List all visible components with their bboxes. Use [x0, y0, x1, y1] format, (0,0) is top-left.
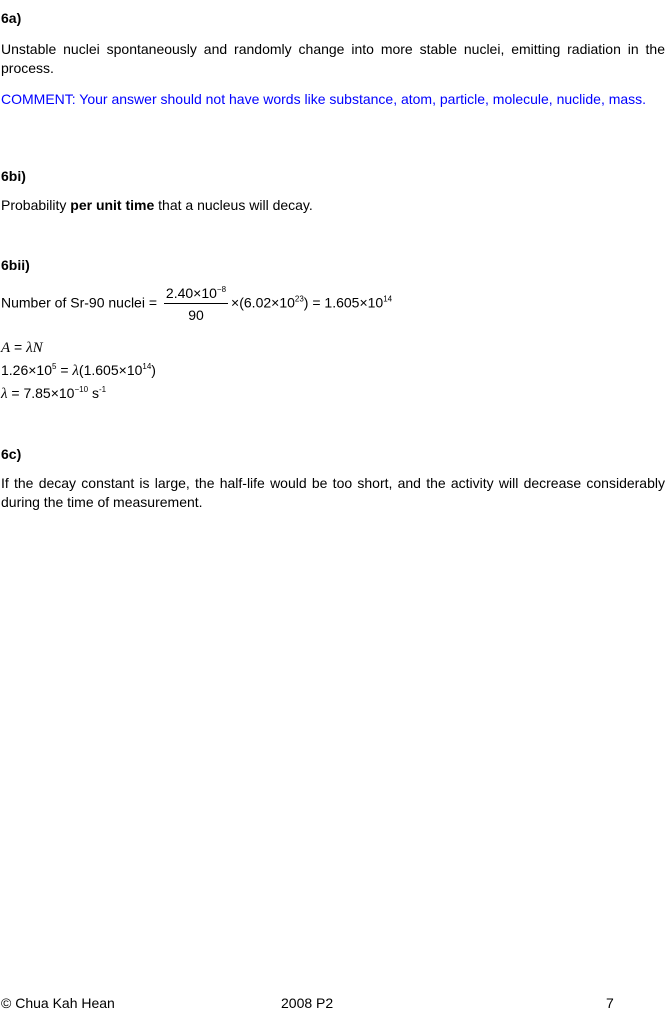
answer-6bi-emphasis: per unit time: [70, 197, 155, 213]
answer-6bi-prefix: Probability: [1, 197, 71, 213]
heading-6c: 6c): [1, 446, 22, 462]
heading-6bi: 6bi): [1, 168, 26, 184]
equation-nuclei-label: Number of Sr-90 nuclei: [1, 294, 145, 311]
equation-fraction: [164, 285, 228, 323]
equation-substitution: $1.26\times 10^5 = \lambda(1.605\times 10^{14})$: [1, 362, 156, 379]
nuclei-result-mantissa: 1.605: [324, 294, 360, 311]
footer-copyright: © Chua Kah Hean: [1, 995, 115, 1011]
answer-6a: Unstable nuclei spontaneously and randomly change into more stable nuclei, emitting radiation in the process.: [1, 41, 665, 76]
answer-6c: If the decay constant is large, the half-life would be too short, and the activity will decrease considerably during the time of measurement.: [1, 475, 665, 510]
equation-nuclei-count: Number of Sr-90 nuclei = $\frac{2.40\times 10^{-8}}{90}$ $\times(6.02\times 10^{23}) = 1.605\times 10^{14}$: [1, 285, 393, 323]
avogadro-mantissa: 6.02: [243, 294, 272, 311]
answer-6bi-suffix: that a nucleus will decay.: [154, 197, 313, 213]
comment-6a: COMMENT: Your answer should not have words like substance, atom, particle, molecule, nuclide, mass.: [1, 91, 647, 107]
fraction-numerator: $2.40\times 10^{-8}$: [164, 285, 228, 304]
footer-page-number: 7: [606, 995, 614, 1011]
answer-6bi: [1, 196, 665, 215]
equation-activity: A = λN: [1, 339, 43, 356]
heading-6a: 6a): [1, 10, 22, 26]
heading-6bii: 6bii): [1, 257, 30, 273]
fraction-denominator: 90: [188, 307, 204, 323]
footer-paper: 2008 P2: [281, 995, 334, 1011]
equation-decay-constant: $\lambda = 7.85\times 10^{-10}$ $s^{-1}$: [1, 385, 107, 402]
